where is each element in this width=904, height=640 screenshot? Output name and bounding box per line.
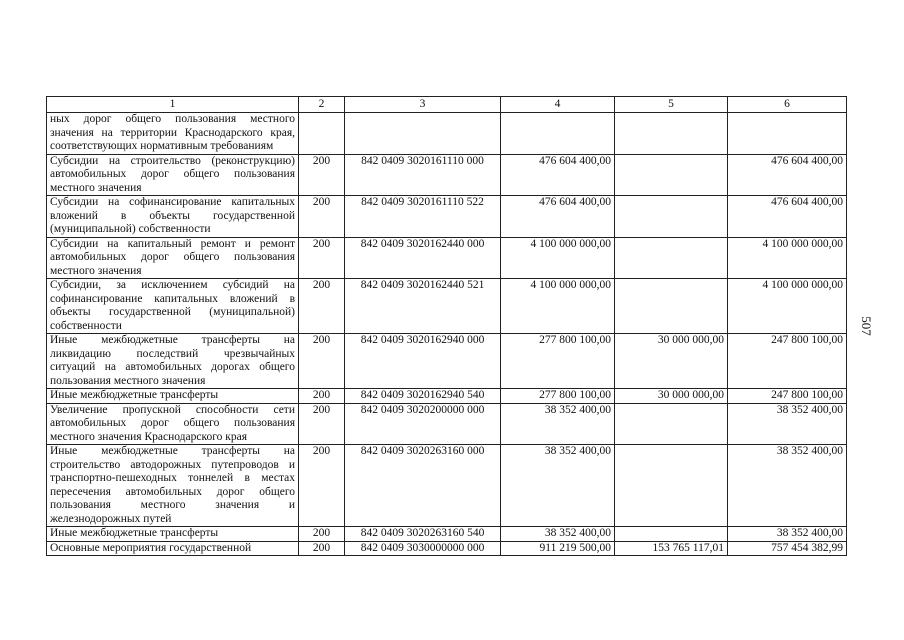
row-col5-cell [615, 403, 728, 445]
row-name-cell: Субсидии, за исключением субсидий на софинансирование капитальных вложений в объекты государственной (муниципальной) собственности [47, 279, 299, 334]
row-kbk-cell: 842 0409 3020161110 522 [345, 196, 501, 238]
row-code-cell: 200 [299, 527, 345, 542]
row-col6-cell: 38 352 400,00 [728, 527, 847, 542]
row-kbk-cell: 842 0409 3020263160 000 [345, 445, 501, 527]
page-number: 507 [859, 316, 874, 336]
table-body [47, 113, 847, 556]
row-kbk-cell: 842 0409 3020162440 000 [345, 237, 501, 279]
budget-table [46, 96, 847, 556]
row-total-cell: 4 100 000 000,00 [501, 279, 615, 334]
table-row [47, 196, 847, 238]
row-total-cell: 4 100 000 000,00 [501, 237, 615, 279]
row-code-cell [299, 113, 345, 155]
row-col5-cell: 153 765 117,01 [615, 541, 728, 556]
row-kbk-cell: 842 0409 3020162940 540 [345, 389, 501, 404]
header-col-4: 4 [501, 97, 615, 113]
row-name-cell: Иные межбюджетные трансферты на строительство автодорожных путепроводов и транспортно-пешеходных тоннелей в местах пересечения автомобильных дорог общего пользования местного значения и железнодорожных путей [47, 445, 299, 527]
row-name-cell: Субсидии на капитальный ремонт и ремонт автомобильных дорог общего пользования местного значения [47, 237, 299, 279]
row-total-cell: 911 219 500,00 [501, 541, 615, 556]
row-code-cell: 200 [299, 196, 345, 238]
row-col6-cell: 247 800 100,00 [728, 334, 847, 389]
table-row [47, 389, 847, 404]
row-name-cell: Основные мероприятия государственной [47, 541, 299, 556]
row-total-cell: 277 800 100,00 [501, 389, 615, 404]
row-code-cell: 200 [299, 403, 345, 445]
row-name-cell: Субсидии на софинансирование капитальных вложений в объекты государственной (муниципальной) собственности [47, 196, 299, 238]
row-col6-cell: 38 352 400,00 [728, 445, 847, 527]
row-col6-cell: 4 100 000 000,00 [728, 279, 847, 334]
row-kbk-cell [345, 113, 501, 155]
table-row [47, 237, 847, 279]
table-row [47, 113, 847, 155]
row-code-cell: 200 [299, 279, 345, 334]
table-row [47, 403, 847, 445]
table-row [47, 541, 847, 556]
row-code-cell: 200 [299, 389, 345, 404]
row-col6-cell: 38 352 400,00 [728, 403, 847, 445]
table-row [47, 279, 847, 334]
row-col5-cell: 30 000 000,00 [615, 334, 728, 389]
row-kbk-cell: 842 0409 3020162940 000 [345, 334, 501, 389]
row-name-cell: Иные межбюджетные трансферты [47, 527, 299, 542]
row-col6-cell: 757 454 382,99 [728, 541, 847, 556]
row-total-cell: 476 604 400,00 [501, 196, 615, 238]
table-row [47, 527, 847, 542]
row-col6-cell: 476 604 400,00 [728, 154, 847, 196]
row-col5-cell [615, 445, 728, 527]
row-col6-cell: 4 100 000 000,00 [728, 237, 847, 279]
row-kbk-cell: 842 0409 3020200000 000 [345, 403, 501, 445]
row-col5-cell [615, 196, 728, 238]
header-col-6: 6 [728, 97, 847, 113]
row-name-cell: Субсидии на строительство (реконструкцию) автомобильных дорог общего пользования местного значения [47, 154, 299, 196]
table-row [47, 154, 847, 196]
row-kbk-cell: 842 0409 3020161110 000 [345, 154, 501, 196]
row-code-cell: 200 [299, 541, 345, 556]
row-col5-cell [615, 279, 728, 334]
row-kbk-cell: 842 0409 3020263160 540 [345, 527, 501, 542]
header-col-2: 2 [299, 97, 345, 113]
row-col5-cell [615, 113, 728, 155]
table-row [47, 334, 847, 389]
row-total-cell: 38 352 400,00 [501, 527, 615, 542]
row-total-cell [501, 113, 615, 155]
row-code-cell: 200 [299, 445, 345, 527]
row-kbk-cell: 842 0409 3030000000 000 [345, 541, 501, 556]
row-name-cell: Иные межбюджетные трансферты [47, 389, 299, 404]
table-header [47, 97, 847, 113]
row-col5-cell [615, 527, 728, 542]
row-col5-cell [615, 154, 728, 196]
row-total-cell: 277 800 100,00 [501, 334, 615, 389]
header-col-3: 3 [345, 97, 501, 113]
header-col-5: 5 [615, 97, 728, 113]
header-col-1: 1 [47, 97, 299, 113]
row-col6-cell: 476 604 400,00 [728, 196, 847, 238]
row-kbk-cell: 842 0409 3020162440 521 [345, 279, 501, 334]
row-total-cell: 38 352 400,00 [501, 445, 615, 527]
row-code-cell: 200 [299, 154, 345, 196]
row-col6-cell: 247 800 100,00 [728, 389, 847, 404]
row-code-cell: 200 [299, 237, 345, 279]
table-row [47, 445, 847, 527]
row-total-cell: 476 604 400,00 [501, 154, 615, 196]
row-col5-cell: 30 000 000,00 [615, 389, 728, 404]
row-col6-cell [728, 113, 847, 155]
header-row [47, 97, 847, 113]
row-col5-cell [615, 237, 728, 279]
row-code-cell: 200 [299, 334, 345, 389]
row-total-cell: 38 352 400,00 [501, 403, 615, 445]
row-name-cell: ных дорог общего пользования местного значения на территории Краснодарского края, соответствующих нормативным требованиям [47, 113, 299, 155]
row-name-cell: Иные межбюджетные трансферты на ликвидацию последствий чрезвычайных ситуаций на автомобильных дорогах общего пользования местного значения [47, 334, 299, 389]
row-name-cell: Увеличение пропускной способности сети автомобильных дорог общего пользования местного значения Краснодарского края [47, 403, 299, 445]
